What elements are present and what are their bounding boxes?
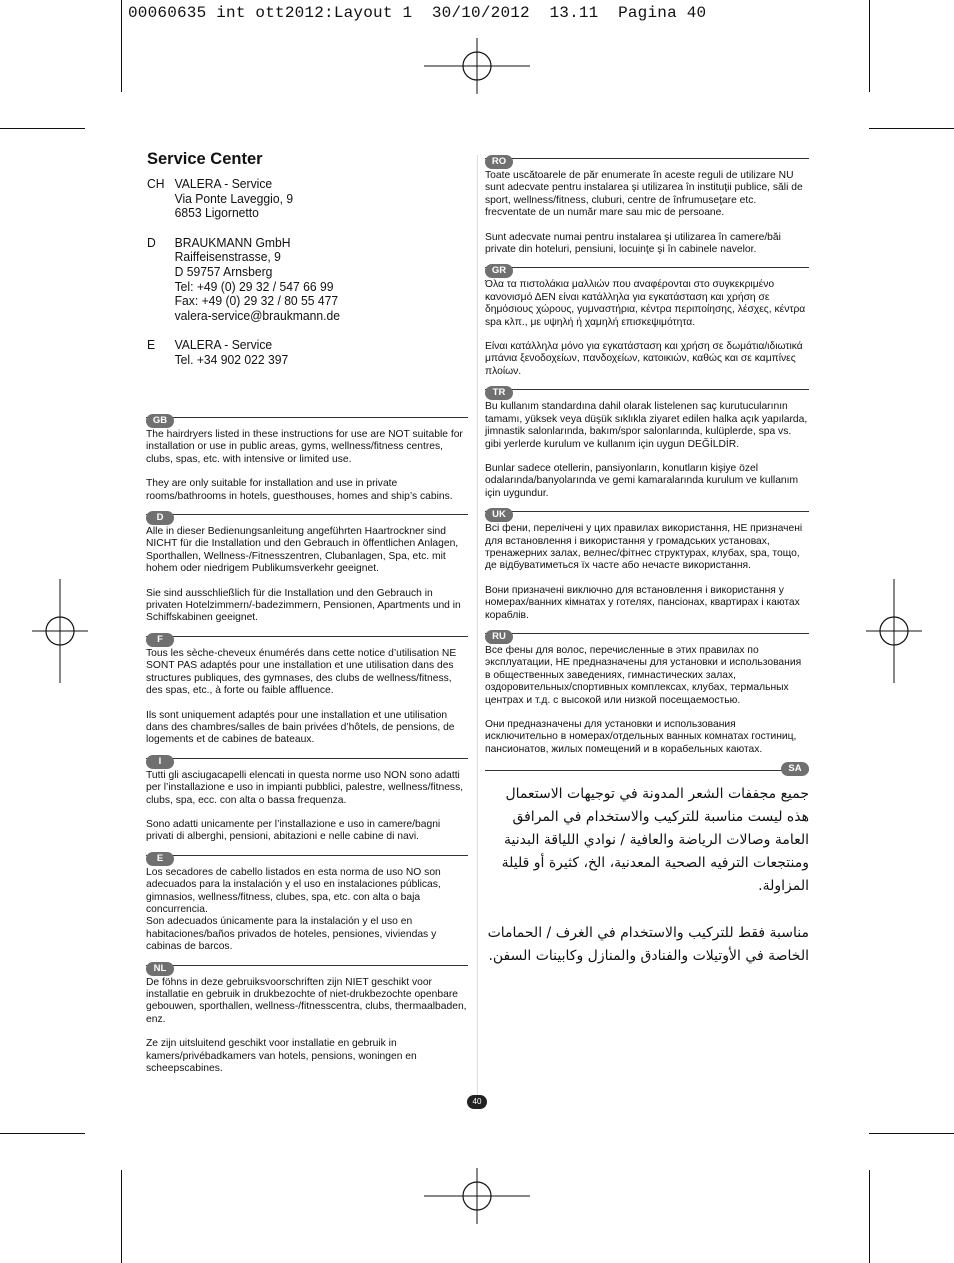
- language-badge: UK: [485, 508, 513, 522]
- section-header: [146, 410, 468, 427]
- language-section-nl: [146, 958, 468, 1076]
- page-number: 40: [467, 1095, 487, 1109]
- registration-mark-icon: [424, 38, 530, 94]
- paragraph: Они предназначены для установки и использования исключительно в номерах/отдельных ванных комнатах гостиниц, пансионатов, жилых помещений и в корабельных каютах.: [485, 719, 797, 755]
- paragraph: The hairdryers listed in these instructions for use are NOT suitable for installation or use in public areas, gyms, wellness/fitness centres, clubs, spas, etc. with intensive or limited use.: [146, 429, 463, 465]
- address-line: VALERA - Service: [174, 176, 273, 191]
- address-line: Via Ponte Laveggio, 9: [174, 190, 294, 206]
- language-section-d: [146, 507, 468, 625]
- address-line: VALERA - Service: [174, 337, 273, 353]
- registration-mark-icon: [866, 579, 922, 683]
- language-badge: GR: [485, 264, 513, 278]
- language-section-ro: [485, 151, 809, 256]
- section-rule: [146, 417, 468, 418]
- section-rule: [485, 389, 809, 390]
- language-badge: GB: [146, 414, 174, 428]
- language-badge: E: [146, 852, 174, 866]
- address-lines: [175, 338, 289, 367]
- paragraph: Tous les sèche-cheveux énumérés dans cette notice d’utilisation NE SONT PAS adaptés pour une installation et une utilisation dans des structures publiques, des gymnases, des clubs de wellness/fitness, des spas, etc., à forte ou faible affluence.: [146, 647, 457, 697]
- paragraph: Sono adatti unicamente per l’installazione e uso in camere/bagni privati di alberghi, pensioni, abitazioni e nelle cabine di navi.: [146, 818, 441, 843]
- paragraph: مناسبة فقط للتركيب والاستخدام في الغرف / الحمامات الخاصة في الأوتيلات والفنادق والمنازل وكابينات السفن.: [487, 925, 809, 965]
- language-section-f: [146, 629, 468, 747]
- section-rule: [485, 633, 809, 634]
- paragraph: Ze zijn uitsluitend geschikt voor installatie en gebruik in kamers/privébadkamers van hotels, pensions, woningen en scheepscabines.: [146, 1038, 417, 1075]
- registration-mark-icon: [424, 1168, 530, 1224]
- section-rule: [146, 965, 468, 966]
- column-divider: [477, 155, 478, 1095]
- language-badge: I: [146, 755, 174, 769]
- service-entry: [147, 177, 441, 221]
- section-body: [146, 646, 468, 747]
- paragraph: Всі фени, перелічені у цих правилах використання, НЕ призначені для встановлення і використання у громадських установах, тренажерних залах, велнес/фітнес структурах, клубах, spa, тощо, де відбуватиметься їх часте або нечасте використання.: [485, 523, 803, 572]
- section-rule: [485, 511, 809, 512]
- section-header-sa: [485, 762, 809, 779]
- paragraph: Όλα τα πιστολάκια μαλλιών που αναφέρονται στο συγκεκριμένο κανονισμό ΔΕΝ είναι κατάλληλα για εγκατάσταση και χρήση σε δημόσιους χώρους, γυμναστήρια, κέντρα περιποίησης, λέσχες, κέντρα spa κλπ., με υψηλή ή χαμηλή επισκεψιμότητα.: [485, 279, 806, 328]
- section-body: [146, 865, 468, 954]
- section-rule: [485, 267, 809, 268]
- paragraph: Sie sind ausschließlich für die Installation und den Gebrauch in privaten Hotelzimmern/-badezimmern, Pensionen, Apartments und in Schiffskabinen geeignet.: [146, 587, 461, 624]
- print-slug-header: 00060635 int ott2012:Layout 1 30/10/2012 13.11 Pagina 40: [128, 4, 707, 22]
- crop-mark: [121, 1170, 122, 1263]
- section-body: [485, 399, 809, 500]
- country-code: E: [147, 337, 156, 353]
- language-section-gr: [485, 260, 809, 378]
- country-code: D: [147, 234, 156, 250]
- crop-mark: [869, 0, 870, 92]
- paragraph: Toate uscătoarele de păr enumerate în aceste reguli de utilizare NU sunt adecvate pentru instalarea şi utilizarea în instituţii publice, săli de sport, wellness/fitness, cluburi, centre de înfrumuseţare etc. frecventate de un număr mare sau mic de persoane.: [485, 170, 803, 219]
- paragraph: Bu kullanım standardına dahil olarak listelenen saç kurutucularının tamamı, yüksek veya düşük sıklıkla ziyaret edilen halka açık yapılarda, jimnastik salonlarında, bakım/spor salonlarında, kulüplerde, spa vs. gibi yerlerde kurulum ve kullanım için uygun DEĞİLDİR.: [485, 401, 808, 450]
- registration-mark-icon: [32, 579, 88, 683]
- address-line: D 59757 Arnsberg: [174, 263, 273, 279]
- section-header: [146, 507, 468, 524]
- section-body: [485, 521, 809, 622]
- service-center: [147, 150, 467, 383]
- section-header: [485, 626, 809, 643]
- paragraph: Ils sont uniquement adaptés pour une installation et une utilisation dans des chambres/salles de bain privées d’hôtels, de pensions, de logements et de cabines de bateaux.: [146, 709, 455, 746]
- paragraph: They are only suitable for installation and use in private rooms/bathrooms in hotels, guesthouses, homes and ship’s cabins.: [146, 478, 453, 502]
- language-section-tr: [485, 382, 809, 500]
- address-line: valera-service@braukmann.de: [174, 307, 340, 323]
- address-line: Tel. +34 902 022 397: [174, 351, 289, 367]
- section-header: [485, 382, 809, 399]
- paragraph: Вони призначені виключно для встановлення і використання у номерах/ванних кімнатах у готелях, пансіонах, квартирах і каютах кораблів.: [485, 584, 800, 621]
- section-body: [485, 277, 809, 378]
- crop-mark: [0, 1133, 85, 1134]
- section-body: [146, 427, 468, 503]
- section-rule: [146, 514, 468, 515]
- language-badge: NL: [146, 962, 174, 976]
- address-lines: [175, 177, 294, 221]
- crop-mark: [869, 1170, 870, 1263]
- address-line: Tel: +49 (0) 29 32 / 547 66 99: [174, 278, 334, 294]
- language-section-i: [146, 751, 468, 844]
- paragraph: Los secadores de cabello listados en esta norma de uso NO son adecuados para la instalación y el uso en instalaciones públicas, gimnasios, wellness/fitness, clubes, spa, etc. con alta o baja concurrencia. Son adecuados únicamente para la instalación y el uso en habitaciones/baños privados de hoteles, pensiones, viviendas y cabinas de barcos.: [146, 866, 441, 953]
- paragraph: Sunt adecvate numai pentru instalarea şi utilizarea în camere/băi private din hoteluri, pensiuni, locuinţe şi în cabinele navelor.: [485, 231, 781, 256]
- language-badge: TR: [485, 386, 513, 400]
- paragraph: De föhns in deze gebruiksvoorschriften zijn NIET geschikt voor installatie en gebruik in drukbezochte of niet-drukbezochte openbare gebouwen, sporthallen, wellness-/fitnesscentra, clubs, thermaalbaden, enz.: [146, 976, 467, 1025]
- country-code: CH: [147, 176, 165, 191]
- section-body: [485, 168, 809, 256]
- section-header: [146, 958, 468, 975]
- language-section-gb: [146, 410, 468, 503]
- left-column: [146, 410, 468, 1079]
- address-lines: [175, 236, 340, 324]
- right-column: [485, 151, 809, 992]
- section-header: [485, 151, 809, 168]
- section-rule: [146, 855, 468, 856]
- section-rule: [485, 158, 809, 159]
- address-line: BRAUKMANN GmbH: [174, 234, 291, 250]
- crop-mark: [0, 128, 85, 129]
- address-line: 6853 Ligornetto: [174, 205, 259, 221]
- language-badge: F: [146, 633, 174, 647]
- section-body: [485, 643, 809, 756]
- paragraph: Tutti gli asciugacapelli elencati in questa norme uso NON sono adatti per l’installazione e uso in impianti pubblici, palestre, wellness/fitness, clubs, spa, ecc. con alta o bassa frequenza.: [146, 769, 464, 806]
- service-center-title: Service Center: [147, 150, 263, 168]
- section-rule: [146, 758, 468, 759]
- service-entry: [147, 338, 441, 367]
- section-header: [485, 504, 809, 521]
- paragraph: Bunlar sadece otellerin, pansiyonların, konutların kişiye özel odalarında/banyolarında ve gemi kamaralarında kurulum ve kullanım için uygundur.: [485, 462, 799, 499]
- section-body-sa: [485, 779, 809, 968]
- address-line: Fax: +49 (0) 29 32 / 80 55 477: [174, 293, 339, 309]
- crop-mark: [869, 1133, 954, 1134]
- section-header: [146, 629, 468, 646]
- language-section-uk: [485, 504, 809, 622]
- service-entry: [147, 236, 441, 324]
- crop-mark: [121, 0, 122, 92]
- section-body: [146, 975, 468, 1076]
- section-body: [146, 768, 468, 844]
- crop-mark: [869, 128, 954, 129]
- paragraph: Alle in dieser Bedienungsanleitung angeführten Haartrockner sind NICHT für die Installation und den Gebrauch in öffentlichen Anlagen, Sporthallen, Wellness-/Fitnesszentren, Clubanlagen, Spa, etc. mit hohem oder niedrigem Publikumsverkehr geeignet.: [146, 526, 459, 575]
- section-header: [146, 751, 468, 768]
- paragraph: جميع مجففات الشعر المدونة في توجيهات الاستعمال هذه ليست مناسبة للتركيب والاستخدام في المرافق العامة وصالات الرياضة والعافية / نوادي اللياقة البدنية ومنتجعات الترفيه الصحية المعدنية، الخ، كثيرة أو قليلة المزاولة.: [501, 786, 809, 895]
- section-header: [485, 260, 809, 277]
- section-rule: [146, 636, 468, 637]
- language-badge: D: [146, 511, 174, 525]
- section-rule: [485, 770, 809, 771]
- language-section-e: [146, 848, 468, 954]
- language-badge: RO: [485, 155, 513, 169]
- section-body: [146, 524, 468, 625]
- language-badge: SA: [781, 762, 809, 776]
- language-badge: RU: [485, 630, 513, 644]
- language-section-ru: [485, 626, 809, 756]
- paragraph: Все фены для волос, перечисленные в этих правилах по эксплуатации, НЕ предназначены для установки и использования в общественных заведениях, гимнастических залах, оздоровительных/спортивных комплексах, клубах, термальных центрах и т.д. с высокой или низкой посещаемостью.: [485, 644, 802, 706]
- address-line: Raiffeisenstrasse, 9: [174, 249, 281, 265]
- paragraph: Είναι κατάλληλα μόνο για εγκατάσταση και χρήση σε δωμάτια/ιδιωτικά μπάνια ξενοδοχείων, πανδοχείων, κατοικιών, καθώς και σε καμπίνες πλοίων.: [485, 341, 803, 377]
- section-header: [146, 848, 468, 865]
